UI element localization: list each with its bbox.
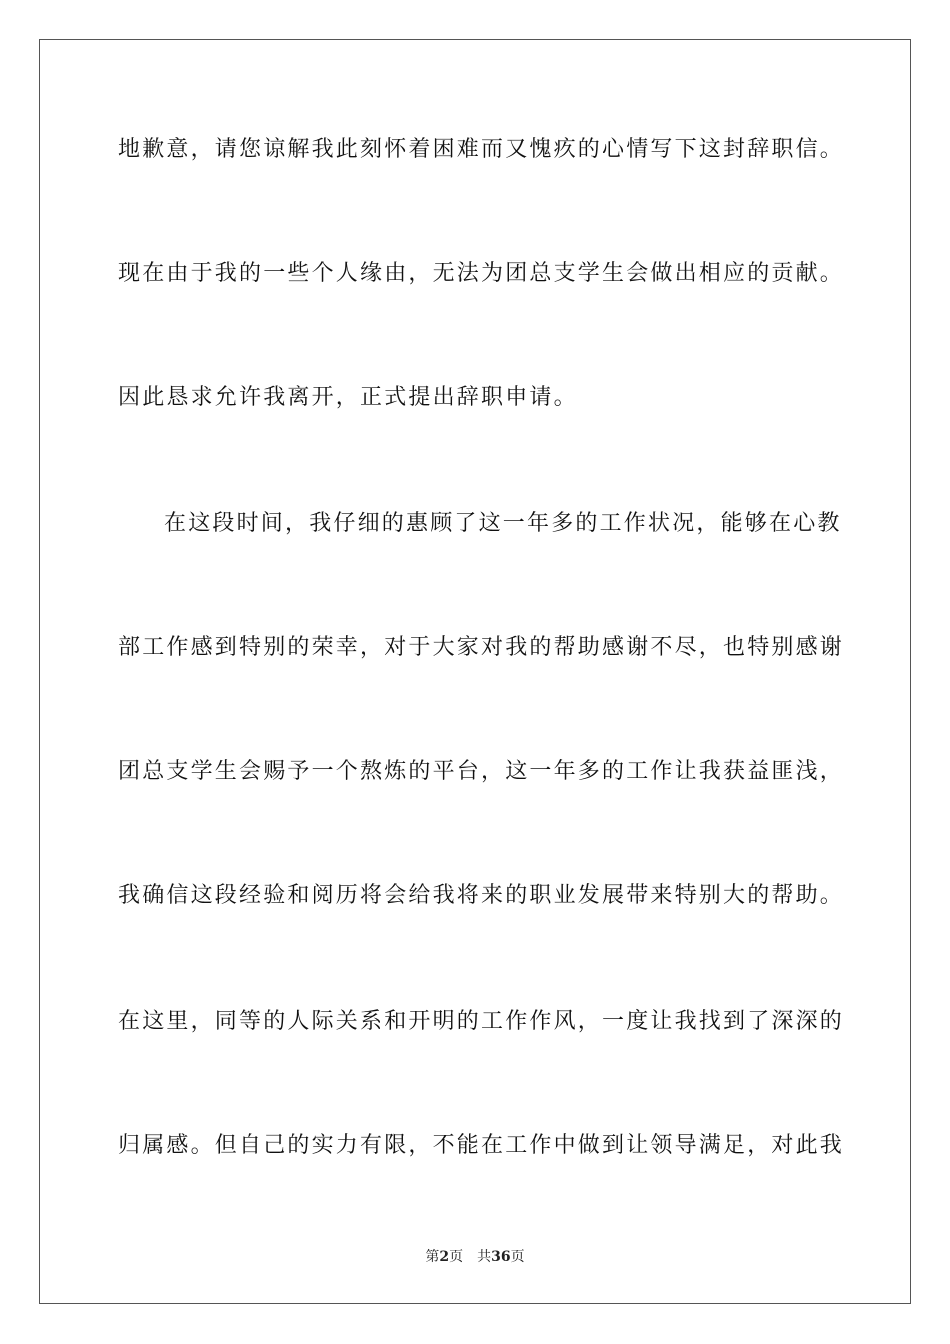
page-prefix: 第 xyxy=(425,1249,440,1265)
text-line-1: 地歉意，请您谅解我此刻怀着困难而又愧疚的心情写下这封辞职信。 xyxy=(118,137,845,162)
total-prefix: 共 xyxy=(477,1249,492,1265)
total-pages: 36 xyxy=(491,1249,511,1265)
total-suffix: 页 xyxy=(510,1249,525,1265)
text-line-6: 团总支学生会赐予一个熬炼的平台，这一年多的工作让我获益匪浅， xyxy=(118,759,845,784)
text-line-7: 我确信这段经验和阅历将会给我将来的职业发展带来特别大的帮助。 xyxy=(118,883,845,908)
text-line-3: 因此恳求允许我离开，正式提出辞职申请。 xyxy=(118,385,578,410)
page-number: 2 xyxy=(439,1249,450,1265)
text-line-8: 在这里，同等的人际关系和开明的工作作风，一度让我找到了深深的 xyxy=(118,1009,845,1034)
page-footer xyxy=(0,1248,950,1266)
text-line-9: 归属感。但自己的实力有限，不能在工作中做到让领导满足，对此我 xyxy=(118,1133,845,1158)
text-line-2: 现在由于我的一些个人缘由，无法为团总支学生会做出相应的贡献。 xyxy=(118,261,845,286)
text-line-5: 部工作感到特别的荣幸，对于大家对我的帮助感谢不尽，也特别感谢 xyxy=(118,635,845,660)
page-suffix: 页 xyxy=(449,1249,464,1265)
page-border xyxy=(39,39,911,1304)
text-line-4: 在这段时间，我仔细的惠顾了这一年多的工作状况，能够在心教 xyxy=(164,511,842,536)
